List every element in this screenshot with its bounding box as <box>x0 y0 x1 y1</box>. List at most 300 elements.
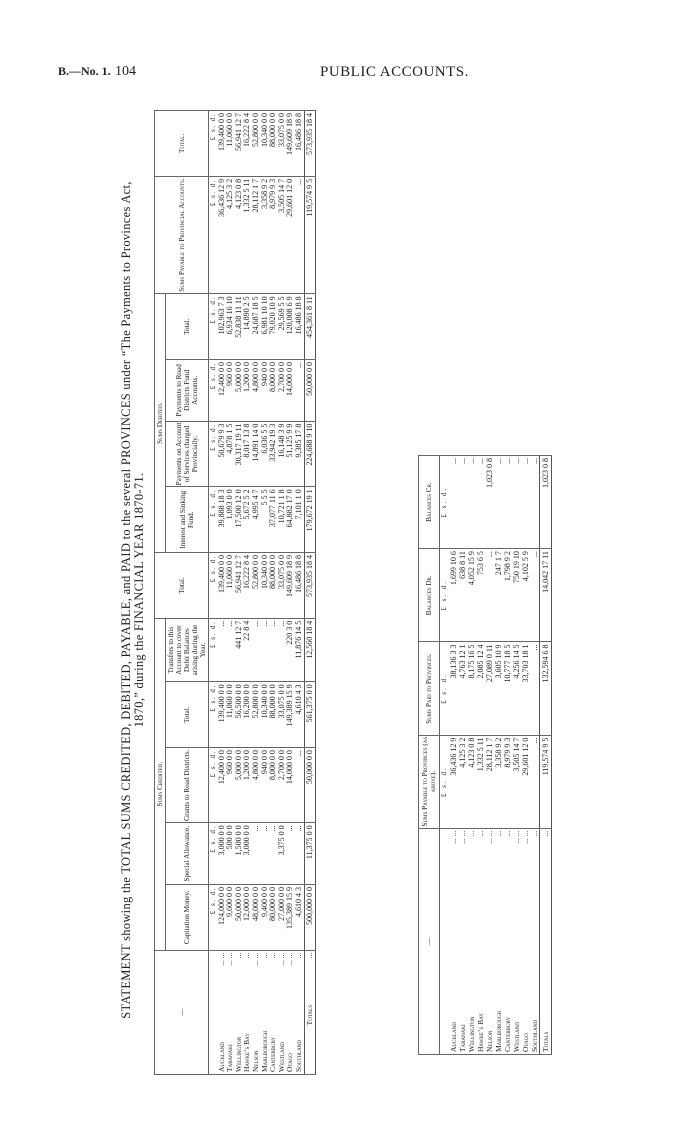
transfers-cell: ... <box>252 618 261 682</box>
province-name: Taranaki <box>458 1024 467 1052</box>
leader-dots: ... <box>242 952 252 959</box>
interest-cell: 1,093 0 0 <box>226 487 235 553</box>
document-reference: B.—No. 1. <box>58 64 111 78</box>
total-all-cell: 88,000 0 0 <box>269 553 278 619</box>
paid-cell: 8,175 16 5 <box>467 642 476 735</box>
payable-cell: 29,601 12 0 <box>521 735 530 828</box>
leader-dots: ... <box>467 830 476 837</box>
grants-cell: 4,800 0 0 <box>252 748 261 823</box>
leader-dots: ... ... <box>512 830 521 844</box>
capitation-cell: 135,389 15 9 <box>286 885 295 951</box>
leader-dots: ... ... <box>225 952 235 966</box>
table-row <box>261 111 270 1075</box>
province-name: Nelson <box>485 1030 494 1052</box>
province-name: Wellington <box>233 1036 243 1072</box>
province-name: Southland <box>293 1040 303 1072</box>
services-cell: 33,942 19 3 <box>269 421 278 487</box>
province-name: Otago <box>521 1033 530 1052</box>
payable-cell: 8,979 9 3 <box>269 176 278 294</box>
transfers-cell: 12,560 18 4 <box>304 618 316 682</box>
second-currency-row <box>440 456 450 1055</box>
total-cell: 33,075 0 0 <box>278 111 287 177</box>
group-header-row <box>155 111 166 1075</box>
transfers-cell: 441 12 7 <box>235 618 244 682</box>
province-name: Southland <box>530 1020 539 1052</box>
currency-label: £ s. d. <box>209 111 218 177</box>
sums-debited-header: Sums Debited. <box>155 294 166 553</box>
total-cr-cell: 4,610 4 3 <box>295 682 304 748</box>
leader-dots: ... ... <box>285 952 295 966</box>
total-all-cell: 52,800 0 0 <box>252 553 261 619</box>
grants-cell: 50,000 0 0 <box>304 748 316 823</box>
total-cr-cell: 52,800 0 0 <box>252 682 261 748</box>
paid-cell: 38,136 3 3 <box>449 642 458 735</box>
sums-credited-debited-table <box>154 110 316 1075</box>
paid-cell: 27,089 0 11 <box>485 642 494 735</box>
special-cell: 500 0 0 <box>226 823 235 885</box>
capitation-cell: 48,000 0 0 <box>252 885 261 951</box>
total-dr-cell: 16,486 18 8 <box>295 294 304 360</box>
currency-label: £ s. d. <box>209 885 218 951</box>
total-dr-cell: 14,890 2 5 <box>243 294 252 360</box>
total-cell: 52,800 0 0 <box>252 111 261 177</box>
total-cell: 573,935 18 4 <box>304 111 316 177</box>
cr-cell: ... <box>512 456 521 549</box>
services-cell: 6,036 5 5 <box>261 421 270 487</box>
special-cell: ... <box>261 823 270 885</box>
interest-cell: 5,672 5 2 <box>243 487 252 553</box>
currency-label: £ s. d. <box>440 642 450 735</box>
road-fund-cell: 1,200 0 0 <box>243 360 252 422</box>
road-fund-cell: 50,000 0 0 <box>304 360 316 422</box>
total-cell: 56,941 12 7 <box>235 111 244 177</box>
paid-cell: ... <box>530 642 540 735</box>
province-name: Wellington <box>467 1016 476 1052</box>
dr-cell: 638 8 11 <box>458 549 467 642</box>
total-dr-cell: 102,963 7 3 <box>218 294 227 360</box>
leader-dots: ... ... <box>521 830 530 844</box>
special-cell: 3,000 0 0 <box>218 823 227 885</box>
payable-cell: 28,112 1 7 <box>485 735 494 828</box>
payable-cell: 29,601 12 0 <box>286 176 295 294</box>
leader-dots: ... <box>541 830 550 837</box>
total-dr-cell: 454,361 8 11 <box>304 294 316 360</box>
payable-cell: 4,123 0 8 <box>467 735 476 828</box>
services-cell: 14,891 14 0 <box>252 421 261 487</box>
payable-cell: 119,574 9 5 <box>304 176 316 294</box>
table-row <box>218 111 227 1075</box>
province-name: Auckland <box>216 1042 226 1072</box>
total-cell: 10,340 0 0 <box>261 111 270 177</box>
interest-column-header: Interest and Sinking Fund. <box>166 487 209 553</box>
capitation-cell: 4,610 4 3 <box>295 885 304 951</box>
table-row <box>235 111 244 1075</box>
total-cell: 139,400 0 0 <box>218 111 227 177</box>
special-cell: 1,500 0 0 <box>235 823 244 885</box>
total-dr-cell: 24,687 18 5 <box>252 294 261 360</box>
payable-cell: 8,979 9 3 <box>503 735 512 828</box>
province-name-cell <box>449 828 458 1054</box>
paid-cell: 33,703 18 1 <box>521 642 530 735</box>
road-fund-cell: 5,000 0 0 <box>235 360 244 422</box>
transfers-cell: 11,876 14 5 <box>295 618 304 682</box>
province-name: Canterbury <box>268 1036 278 1072</box>
leader-dots: ... ... <box>216 952 226 966</box>
paid-cell: 132,594 6 8 <box>540 642 552 735</box>
total-credited-column-header: Total. <box>166 682 209 748</box>
interest-cell: 64,882 17 0 <box>286 487 295 553</box>
table-row <box>252 111 261 1075</box>
services-cell: 51,125 9 9 <box>286 421 295 487</box>
second-province-column-header: — <box>419 828 440 1054</box>
sums-credited-header: Sums Credited. <box>155 618 166 950</box>
interest-cell: 5 5 5 <box>261 487 270 553</box>
currency-label: £ s. d. <box>209 748 218 823</box>
total-all-cell: 149,609 18 9 <box>286 553 295 619</box>
leader-dots: ... <box>494 830 503 837</box>
grants-cell: 1,200 0 0 <box>243 748 252 823</box>
currency-label: £ s. d. <box>209 176 218 294</box>
balances-dr-column-header: Balances Dr. <box>419 549 440 642</box>
special-cell: ... <box>295 823 304 885</box>
leader-dots: ... <box>530 830 539 837</box>
cr-cell: ... <box>458 456 467 549</box>
services-column-header: Payments on Account of Services charged Provincially. <box>166 421 209 487</box>
total-dr-cell: 29,569 5 5 <box>278 294 287 360</box>
leader-dots: ... <box>503 830 512 837</box>
sums-paid-balances-table <box>418 455 552 1055</box>
transfers-column-header: Transfers to this Account to cover Debit Balances arising during the Year. <box>166 618 209 682</box>
interest-cell: 37,077 11 6 <box>269 487 278 553</box>
payable-column-header: Sums Payable to Provincial Accounts. <box>155 176 209 294</box>
payments-table-container <box>418 455 552 1055</box>
leader-dots: ... ... <box>485 830 494 844</box>
road-fund-cell: 14,000 0 0 <box>286 360 295 422</box>
total-cr-cell: 56,500 0 0 <box>235 682 244 748</box>
page-header <box>0 64 700 84</box>
total-all-cell: 16,486 18 8 <box>295 553 304 619</box>
capitation-cell: 124,000 0 0 <box>218 885 227 951</box>
province-name: Westland <box>276 1042 286 1072</box>
services-cell: 16,148 3 9 <box>278 421 287 487</box>
payable-cell: 3,358 9 2 <box>494 735 503 828</box>
main-table-body <box>218 111 316 1075</box>
total-all-cell: 33,075 0 0 <box>278 553 287 619</box>
totals-label: Totals <box>304 1005 314 1026</box>
capitation-cell: 9,600 0 0 <box>226 885 235 951</box>
capitation-cell: 50,000 0 0 <box>235 885 244 951</box>
payable-cell: 4,125 3 2 <box>226 176 235 294</box>
payable-cell: 1,332 5 11 <box>243 176 252 294</box>
currency-label: £ s. d. <box>209 421 218 487</box>
province-name-cell <box>458 828 467 1054</box>
grants-cell: 8,000 0 0 <box>269 748 278 823</box>
payable-cell: 1,332 5 11 <box>476 735 485 828</box>
dr-cell: 14,042 17 11 <box>540 549 552 642</box>
special-cell: 3,000 0 0 <box>243 823 252 885</box>
total-dr-cell: 6,934 16 10 <box>226 294 235 360</box>
province-name: Auckland <box>449 1022 458 1052</box>
balances-cr-column-header: Balances Cr. <box>419 456 440 549</box>
table-row <box>485 456 494 1055</box>
road-fund-cell: 2,700 0 0 <box>278 360 287 422</box>
province-name: Canterbury <box>503 1016 512 1052</box>
grants-column-header: Grants to Road Districts. <box>166 748 209 823</box>
payable-cell: ... <box>530 735 540 828</box>
road-fund-cell: 960 0 0 <box>226 360 235 422</box>
dr-cell: 750 19 10 <box>512 549 521 642</box>
leader-dots: ... ... <box>276 952 286 966</box>
capitation-cell: 80,000 0 0 <box>269 885 278 951</box>
province-name-cell <box>530 828 540 1054</box>
province-name-cell <box>295 950 304 1074</box>
table-row <box>467 456 476 1055</box>
payable-cell: 3,505 14 7 <box>512 735 521 828</box>
payable-cell: 3,505 14 7 <box>278 176 287 294</box>
paid-cell: 3,605 10 9 <box>494 642 503 735</box>
dr-cell: 247 1 7 <box>494 549 503 642</box>
interest-cell: 17,500 12 0 <box>235 487 244 553</box>
capitation-cell: 500,000 0 0 <box>304 885 316 951</box>
paid-cell: 4,256 14 5 <box>512 642 521 735</box>
special-cell: ... <box>252 823 261 885</box>
total-all-cell: 139,400 0 0 <box>218 553 227 619</box>
total-cr-cell: 88,000 0 0 <box>269 682 278 748</box>
dr-cell: ... <box>530 549 540 642</box>
paid-cell: 4,763 12 1 <box>458 642 467 735</box>
cr-cell: ... <box>449 456 458 549</box>
sums-table-container <box>154 110 316 1075</box>
interest-cell: 10,721 1 8 <box>278 487 287 553</box>
province-name: Otago <box>285 1053 295 1072</box>
total-all-cell: 56,941 12 7 <box>235 553 244 619</box>
province-name: Westland <box>512 1022 521 1052</box>
table-row <box>476 456 485 1055</box>
total-cell: 16,222 8 4 <box>243 111 252 177</box>
table-row <box>521 456 530 1055</box>
transfers-cell: ... <box>261 618 270 682</box>
road-fund-cell: ... <box>295 360 304 422</box>
dr-cell: 4,102 5 9 <box>521 549 530 642</box>
capitation-cell: 12,000 0 0 <box>243 885 252 951</box>
total-all-cell: 16,222 8 4 <box>243 553 252 619</box>
total-all-column-header: Total. <box>155 553 209 619</box>
total-all-cell: 573,935 18 4 <box>304 553 316 619</box>
transfers-cell: ... <box>226 618 235 682</box>
currency-label: £ s. d. <box>209 360 218 422</box>
currency-label: £ s. d. <box>209 553 218 619</box>
statement-title-line-1: STATEMENT showing the TOTAL SUMS CREDITED, DEBITED, PAYABLE, and PAID to the several PROVINCES under “The Payments to Provinces Act, <box>119 181 133 1019</box>
dr-cell: 1,798 9 2 <box>503 549 512 642</box>
payable-cell: 3,358 9 2 <box>261 176 270 294</box>
province-name-cell <box>467 828 476 1054</box>
transfers-cell: 22 8 4 <box>243 618 252 682</box>
currency-label: £ s. d. <box>209 682 218 748</box>
total-debited-column-header: Total. <box>166 294 209 360</box>
statement-title <box>120 120 148 1080</box>
grants-cell: 940 0 0 <box>261 748 270 823</box>
special-cell: ... <box>286 823 295 885</box>
second-paid-column-header: Sums Paid to Provinces. <box>419 642 440 735</box>
dr-cell: 753 6 5 <box>476 549 485 642</box>
total-cr-cell: 10,340 0 0 <box>261 682 270 748</box>
total-cell: 149,609 18 9 <box>286 111 295 177</box>
interest-cell: 179,672 19 1 <box>304 487 316 553</box>
road-fund-cell: 4,800 0 0 <box>252 360 261 422</box>
road-fund-cell: 8,000 0 0 <box>269 360 278 422</box>
payable-cell: 36,436 12 9 <box>218 176 227 294</box>
grants-cell: ... <box>295 748 304 823</box>
province-name-cell <box>521 828 530 1054</box>
total-dr-cell: 6,981 10 10 <box>261 294 270 360</box>
cr-cell: ... <box>476 456 485 549</box>
services-cell: 50,679 9 3 <box>218 421 227 487</box>
special-column-header: Special Allowance. <box>166 823 209 885</box>
grants-cell: 14,000 0 0 <box>286 748 295 823</box>
total-cell: 16,486 18 8 <box>295 111 304 177</box>
capitation-column-header: Capitation Money. <box>166 885 209 951</box>
paid-cell: 10,777 18 5 <box>503 642 512 735</box>
cr-cell: ... <box>530 456 540 549</box>
leader-dots: ... <box>293 952 303 959</box>
interest-cell: 39,888 18 3 <box>218 487 227 553</box>
currency-label: £ s. d. <box>440 456 450 549</box>
total-dr-cell: 52,838 11 11 <box>235 294 244 360</box>
dr-cell: 4,052 15 9 <box>467 549 476 642</box>
payable-cell: ... <box>295 176 304 294</box>
province-name-cell <box>476 828 485 1054</box>
second-table-body <box>449 456 552 1055</box>
capitation-cell: 27,000 0 0 <box>278 885 287 951</box>
transfers-cell: ... <box>269 618 278 682</box>
page-title: PUBLIC ACCOUNTS. <box>320 64 469 80</box>
second-payable-column-header: Sums Payable to Provinces (as above). <box>419 735 440 828</box>
total-cr-cell: 11,060 0 0 <box>226 682 235 748</box>
total-cr-cell: 139,400 0 0 <box>218 682 227 748</box>
total-cell: 11,060 0 0 <box>226 111 235 177</box>
special-cell: 11,375 0 0 <box>304 823 316 885</box>
currency-label: £ s. d. <box>209 618 218 682</box>
province-name: Hawke’s Bay <box>242 1033 252 1072</box>
special-cell: 3,375 0 0 <box>278 823 287 885</box>
transfers-cell: ... <box>278 618 287 682</box>
leader-dots: ... ... <box>458 830 467 844</box>
table-row <box>269 111 278 1075</box>
table-row <box>243 111 252 1075</box>
leader-dots: ... ... <box>449 830 458 844</box>
statement-title-line-2: 1870,” during the FINANCIAL YEAR 1870-71. <box>132 472 146 728</box>
currency-label: £ s. d. <box>209 823 218 885</box>
province-name: Hawke’s Bay <box>476 1013 485 1052</box>
province-name: Nelson <box>250 1050 260 1072</box>
transfers-cell: ... <box>218 618 227 682</box>
payable-cell: 28,112 1 7 <box>252 176 261 294</box>
province-name: Marlborough <box>259 1030 269 1072</box>
services-cell: 224,688 9 10 <box>304 421 316 487</box>
grants-cell: 12,400 0 0 <box>218 748 227 823</box>
leader-dots: ... <box>259 952 269 959</box>
special-cell: ... <box>269 823 278 885</box>
services-cell: 30,317 19 11 <box>235 421 244 487</box>
total-dr-cell: 79,020 10 9 <box>269 294 278 360</box>
cr-cell: ... <box>467 456 476 549</box>
totals-label-cell <box>304 950 316 1074</box>
cr-cell: ... <box>503 456 512 549</box>
services-cell: 9,385 17 8 <box>295 421 304 487</box>
table-row <box>295 111 304 1075</box>
total-cr-cell: 561,375 0 0 <box>304 682 316 748</box>
paid-cell: 2,085 12 4 <box>476 642 485 735</box>
transfers-cell: 220 3 0 <box>286 618 295 682</box>
dr-cell: ... <box>485 549 494 642</box>
total-column-header: Total. <box>155 111 209 177</box>
total-dr-cell: 120,008 6 9 <box>286 294 295 360</box>
province-name-cell <box>512 828 521 1054</box>
services-cell: 4,878 1 5 <box>226 421 235 487</box>
cr-cell: ... <box>494 456 503 549</box>
total-all-cell: 10,340 0 0 <box>261 553 270 619</box>
totals-label: Totals <box>541 1031 550 1052</box>
road-fund-column-header: Payments to Road Districts Fund Accounts. <box>166 360 209 422</box>
province-name-cell <box>503 828 512 1054</box>
services-cell: 8,017 13 8 <box>243 421 252 487</box>
cr-cell: 1,023 0 8 <box>485 456 494 549</box>
road-fund-cell: 12,400 0 0 <box>218 360 227 422</box>
totals-row <box>540 456 552 1055</box>
second-header-row <box>419 456 440 1055</box>
grants-cell: 960 0 0 <box>226 748 235 823</box>
leader-dots: ... <box>233 952 243 959</box>
page-number: 104 <box>115 64 136 79</box>
currency-label: £ s. d. <box>440 549 450 642</box>
road-fund-cell: 940 0 0 <box>261 360 270 422</box>
table-row <box>449 456 458 1055</box>
totals-label-cell <box>540 828 552 1054</box>
table-row <box>503 456 512 1055</box>
table-row <box>458 456 467 1055</box>
province-column-header: — <box>155 950 209 1074</box>
total-cr-cell: 16,200 0 0 <box>243 682 252 748</box>
leader-dots: ... <box>304 952 314 959</box>
total-all-cell: 11,060 0 0 <box>226 553 235 619</box>
grants-cell: 2,700 0 0 <box>278 748 287 823</box>
payable-cell: 119,574 9 5 <box>540 735 552 828</box>
province-name: Taranaki <box>225 1044 235 1072</box>
province-name: Marlborough <box>494 1010 503 1052</box>
currency-label: £ s. d. <box>440 735 450 828</box>
leader-dots: ... <box>476 830 485 837</box>
dr-cell: 1,699 10 6 <box>449 549 458 642</box>
interest-cell: 7,101 1 0 <box>295 487 304 553</box>
cr-cell: ... <box>521 456 530 549</box>
table-row <box>530 456 540 1055</box>
table-row <box>512 456 521 1055</box>
capitation-cell: 9,400 0 0 <box>261 885 270 951</box>
total-cr-cell: 149,389 15 9 <box>286 682 295 748</box>
total-cell: 88,000 0 0 <box>269 111 278 177</box>
table-row <box>494 456 503 1055</box>
leader-dots: ... ... <box>250 952 260 966</box>
payable-cell: 36,436 12 9 <box>449 735 458 828</box>
currency-label: £ s. d. <box>209 294 218 360</box>
total-cr-cell: 33,075 0 0 <box>278 682 287 748</box>
cr-cell: 1,023 0 8 <box>540 456 552 549</box>
province-name-cell <box>494 828 503 1054</box>
payable-cell: 4,125 3 2 <box>458 735 467 828</box>
currency-label: £ s. d. <box>209 487 218 553</box>
grants-cell: 5,000 0 0 <box>235 748 244 823</box>
leader-dots: ... <box>268 952 278 959</box>
